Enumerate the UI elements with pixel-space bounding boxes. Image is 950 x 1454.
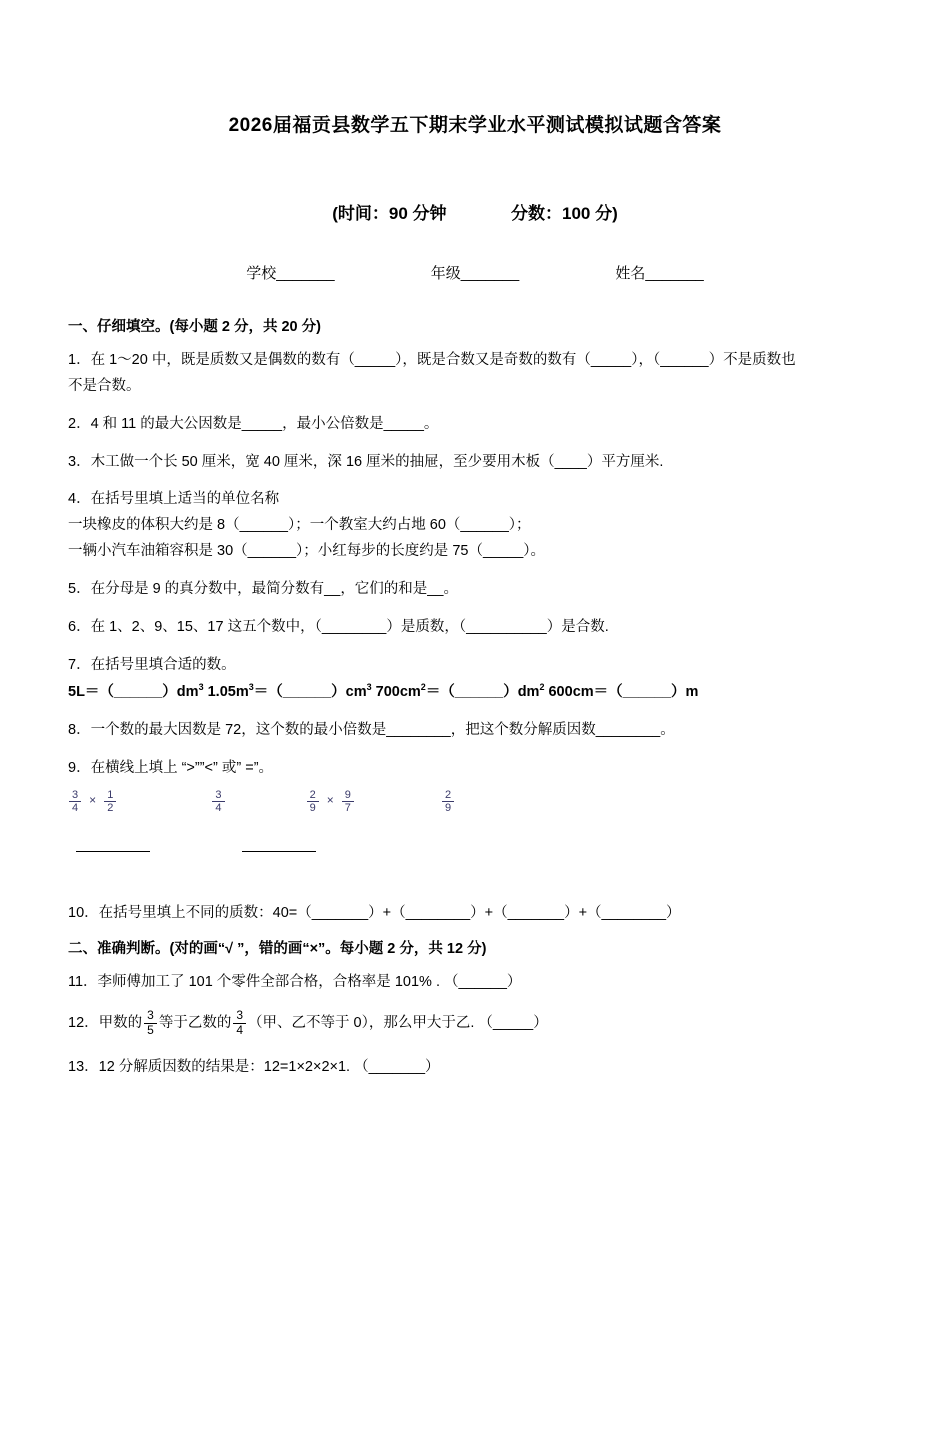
multiply-sign-2: × (326, 793, 334, 808)
question-12-pre: 12．甲数的 (68, 1015, 143, 1032)
q7-part-2: 1.05m (203, 683, 249, 700)
exam-info-line (0, 199, 950, 224)
exam-body (0, 317, 950, 1080)
answer-blank-1[interactable] (76, 841, 150, 852)
question-1 (68, 349, 882, 399)
question-9-line-1: 9．在横线上填上 “>””<” 或” =”。 (68, 759, 274, 776)
multiply-sign-1: × (89, 793, 97, 808)
exam-time: (时间：90 分钟 (332, 204, 447, 223)
section-heading-1: 一、仔细填空。(每小题 2 分，共 20 分) (68, 319, 321, 335)
question-11: 11．李师傅加工了 101 个零件全部合格，合格率是 101% . （______） (68, 974, 522, 991)
question-7-line-2 (68, 680, 882, 705)
fraction-9-7: $\frac{9}{7}$ (342, 789, 354, 814)
q7-part-4: 700cm (371, 683, 421, 700)
question-4-line-1: 4．在括号里填上适当的单位名称 (68, 491, 280, 508)
q7-part-1: 5L＝（______）dm (68, 683, 199, 700)
spacer (68, 862, 882, 902)
q7-sup-2: 3 (248, 681, 254, 692)
question-9 (68, 757, 882, 851)
q7-part-3: ＝（______）cm (253, 683, 367, 700)
question-1-line-1: 1．在 1～20 中，既是质数又是偶数的数有（_____），既是合数又是奇数的数有（_____），（______）不是质数也 (68, 351, 796, 368)
question-12-post: （甲、乙不等于 0），那么甲大于乙. （_____） (248, 1015, 548, 1032)
q7-sup-3: 3 (366, 681, 372, 692)
exam-page (0, 110, 950, 1454)
field-school: 学校_______ (246, 265, 335, 282)
fraction-3-4-a: $\frac{3}{4}$ (69, 789, 81, 814)
fraction-2-9-a: $\frac{2}{9}$ (307, 789, 319, 814)
q7-sup-4: 2 (420, 681, 426, 692)
question-13: 13．12 分解质因数的结果是：12=1×2×2×1. （_______） (68, 1058, 440, 1075)
fraction-2-9-b: $\frac{2}{9}$ (442, 789, 454, 814)
question-9-expressions (68, 789, 882, 833)
exam-score: 分数：100 分) (511, 204, 618, 223)
student-fields (0, 262, 950, 283)
answer-blank-2[interactable] (242, 841, 316, 852)
q7-sup-1: 3 (198, 681, 204, 692)
question-4-line-2: 一块橡皮的体积大约是 8（______）；一个教室大约占地 60（______）； (68, 517, 531, 534)
q7-part-6: 600cm＝（______）m (544, 683, 699, 700)
question-6: 6．在 1、2、9、15、17 这五个数中，（________）是质数，（__________）是合数. (68, 619, 609, 636)
question-12-mid: 等于乙数的 (158, 1015, 232, 1032)
question-9-answer-lines (68, 837, 882, 851)
section-heading-2: 二、准确判断。(对的画“√ ”，错的画“×”。每小题 2 分，共 12 分) (68, 941, 487, 958)
question-7 (68, 654, 882, 705)
question-10: 10．在括号里填上不同的质数：40=（_______）+（________）+（_______）+（________） (68, 904, 681, 921)
fraction-3-4-c: $\frac{3}{4}$ (233, 1009, 246, 1038)
question-4-line-3: 一辆小汽车油箱容积是 30（______）；小红每步的长度约是 75（_____）。 (68, 543, 546, 560)
question-3: 3．木工做一个长 50 厘米，宽 40 厘米，深 16 厘米的抽屉，至少要用木板（____）平方厘米. (68, 453, 664, 470)
question-12 (68, 1009, 882, 1038)
q7-part-5: ＝（______）dm (425, 683, 540, 700)
q7-sup-5: 2 (539, 681, 545, 692)
field-grade: 年级_______ (430, 265, 520, 282)
fraction-1-2: $\frac{1}{2}$ (104, 789, 116, 814)
fraction-3-4-b: $\frac{3}{4}$ (212, 789, 224, 814)
page-title: 2026届福贡县数学五下期末学业水平测试模拟试题含答案 (228, 115, 722, 136)
fraction-3-5: $\frac{3}{5}$ (144, 1009, 157, 1038)
question-5: 5．在分母是 9 的真分数中，最简分数有__，它们的和是__。 (68, 581, 458, 598)
question-2: 2．4 和 11 的最大公因数是_____，最小公倍数是_____。 (68, 415, 439, 432)
question-4 (68, 488, 882, 564)
q9-expr-2 (306, 789, 355, 814)
question-1-line-2: 不是合数。 (68, 377, 141, 394)
field-name: 姓名_______ (615, 265, 704, 282)
q9-expr-1 (68, 789, 117, 814)
question-7-line-1: 7．在括号里填合适的数。 (68, 657, 236, 674)
question-8: 8．一个数的最大因数是 72，这个数的最小倍数是________，把这个数分解质因数________。 (68, 721, 675, 738)
